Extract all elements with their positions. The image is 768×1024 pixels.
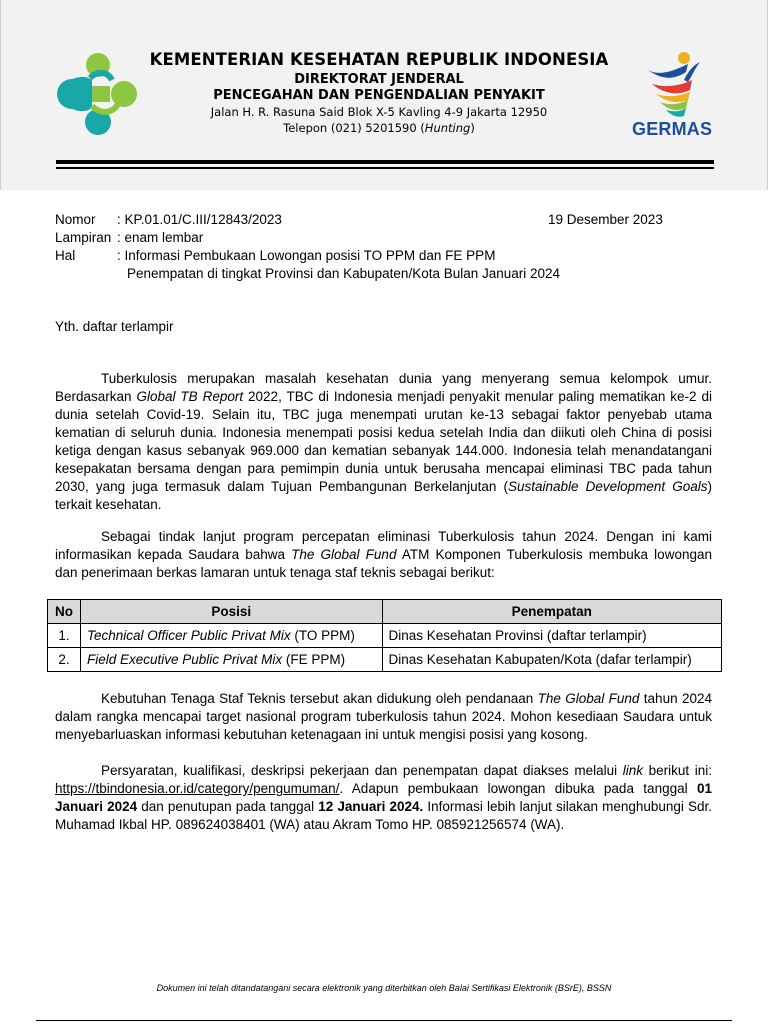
address: Jalan H. R. Rasuna Said Blok X-5 Kavling 4-9 Jakarta 12950 — [210, 105, 548, 119]
letterhead-rule-thick — [56, 160, 714, 164]
page-edge-left — [0, 0, 1, 190]
directorate-name: DIREKTORAT JENDERAL — [294, 72, 464, 87]
letterhead — [144, 50, 614, 135]
header-penempatan: Penempatan — [382, 600, 721, 624]
footer-rule — [36, 1020, 732, 1021]
table-row — [48, 624, 722, 648]
header-posisi: Posisi — [81, 600, 383, 624]
e-signature-note: Dokumen ini telah ditandatangani secara elektronik yang diterbitkan oleh Balai Sertifikasi Elektronik (BSrE), BSSN — [156, 983, 612, 993]
hal-value-line2: Penempatan di tingkat Provinsi dan Kabupaten/Kota Bulan Januari 2024 — [127, 266, 561, 281]
phone: Telepon (021) 5201590 (Hunting) — [283, 121, 475, 135]
table-row — [48, 648, 722, 672]
row-no: 2. — [48, 648, 81, 672]
hal-value-line1: : Informasi Pembukaan Lowongan posisi TO PPM dan FE PPM — [117, 248, 496, 263]
hal-label: Hal — [55, 248, 76, 263]
paragraph-3: Kebutuhan Tenaga Staf Teknis tersebut akan didukung oleh pendanaan The Global Fund tahun 2024 dalam rangka mencapai target nasional program tuberkulosis tahun 2024. Mohon kesediaan Saudara untuk menyebarluaskan informasi kebutuhan ketenagaan ini untuk mengisi posisi yang kosong. — [55, 691, 712, 742]
letterhead-rule-thin — [56, 167, 714, 169]
paragraph-4: Persyaratan, kualifikasi, deskripsi pekerjaan dan penempatan dapat diakses melalui link berikut ini: https://tbindonesia.or.id/category/pengumuman/. Adapun pembukaan lowongan dibuka pada tanggal 01 Januari 2024 dan penutupan pada tanggal 12 Januari 2024. Informasi lebih lanjut silakan menghubungi Sdr. Muhamad Ikbal HP. 089624038401 (WA) atau Akram Tomo HP. 085921256574 (WA). — [55, 763, 713, 832]
paragraph-1: Tuberkulosis merupakan masalah kesehatan dunia yang menyerang semua kelompok umur. Berdasarkan Global TB Report 2022, TBC di Indonesia menjadi penyakit menular paling mematikan ke-2 di dunia setelah Covid-19. Selain itu, TBC juga menempati urutan ke-13 sebagai faktor penyebab utama kematian di seluruh dunia. Indonesia menempati posisi kedua setelah India dan diikuti oleh China di posisi ketiga dengan kasus sebanyak 969.000 dan kematian sebanyak 144.000. Indonesia telah menandatangani kesepakatan bersama dengan para pemimpin dunia untuk berusaha mencapai eliminasi TBC pada tahun 2030, yang juga termasuk dalam Tujuan Pembangunan Berkelanjutan (Sustainable Development Goals) terkait kesehatan. — [55, 371, 713, 512]
row-no: 1. — [48, 624, 81, 648]
row-posisi: Technical Officer Public Privat Mix (TO PPM) — [81, 624, 383, 648]
lampiran-label: Lampiran — [55, 230, 112, 245]
table-header-row — [48, 600, 722, 624]
announcement-link[interactable]: https://tbindonesia.or.id/category/pengumuman/ — [55, 781, 340, 796]
division-name: PENCEGAHAN DAN PENGENDALIAN PENYAKIT — [213, 88, 545, 103]
kemenkes-logo-icon — [52, 50, 142, 138]
ministry-name: KEMENTERIAN KESEHATAN REPUBLIK INDONESIA — [149, 50, 609, 69]
letter-date: 19 Desember 2023 — [548, 212, 663, 227]
lampiran-value: : enam lembar — [117, 230, 204, 245]
row-penempatan: Dinas Kesehatan Provinsi (daftar terlampir) — [382, 624, 721, 648]
paragraph-2: Sebagai tindak lanjut program percepatan eliminasi Tuberkulosis tahun 2024. Dengan ini kami informasikan kepada Saudara bahwa The Global Fund ATM Komponen Tuberkulosis membuka lowongan dan penerimaan berkas lamaran untuk tenaga staf teknis sebagai berikut: — [55, 529, 712, 580]
nomor-label: Nomor — [55, 212, 96, 227]
nomor-value: : KP.01.01/C.III/12843/2023 — [117, 212, 282, 227]
row-posisi: Field Executive Public Privat Mix (FE PPM) — [81, 648, 383, 672]
row-penempatan: Dinas Kesehatan Kabupaten/Kota (dafar terlampir) — [382, 648, 721, 672]
germas-label: GERMAS — [632, 119, 713, 139]
salutation: Yth. daftar terlampir — [55, 319, 174, 334]
positions-table — [47, 599, 722, 672]
header-no: No — [48, 600, 81, 624]
